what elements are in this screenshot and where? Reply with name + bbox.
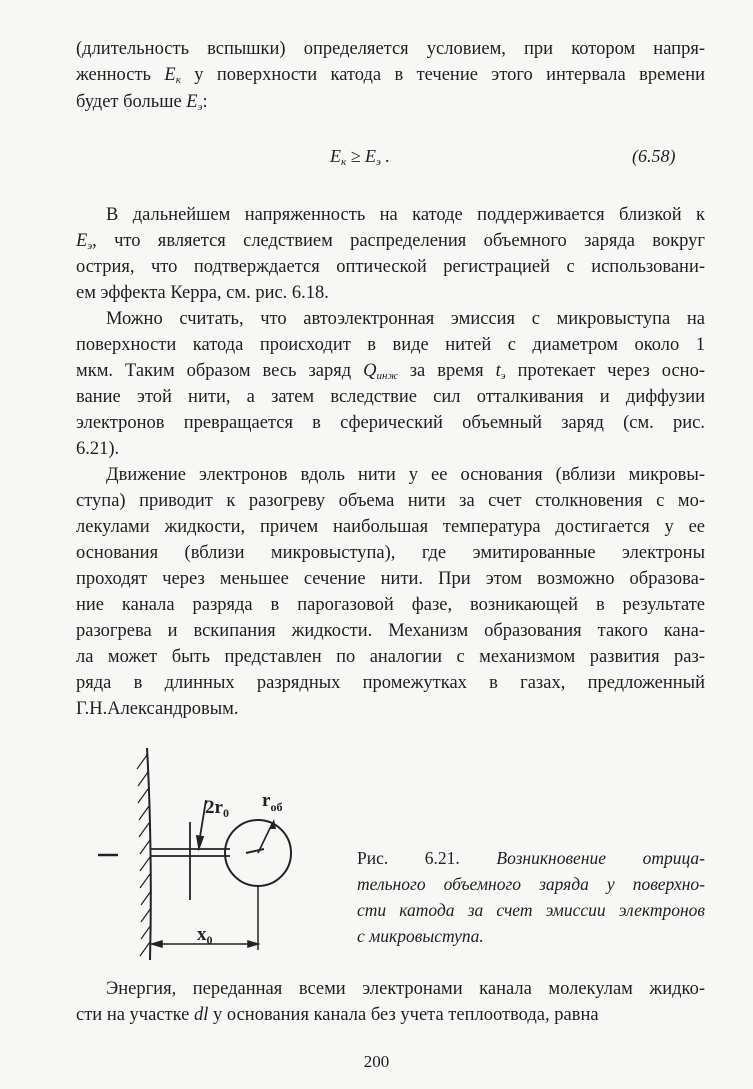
- text-line: (длительность вспышки) определяется условием, при котором напря-: [76, 39, 705, 59]
- text-line: Энергия, переданная всеми электронами канала молекулам жидко-: [106, 979, 705, 999]
- dimension-x0: [152, 886, 258, 950]
- text-line: В дальнейшем напряженность на катоде поддерживается близкой к: [106, 205, 705, 225]
- equation: $E_к \ge E_э$ .: [330, 146, 390, 168]
- page-number: 200: [363, 1052, 390, 1071]
- label-x0: $x_0$: [197, 924, 213, 947]
- equation-number: (6.58): [632, 146, 676, 166]
- text-line: Г.Н.Александровым.: [76, 699, 239, 719]
- cathode-surface: [137, 748, 151, 960]
- text-line: ряда в длинных разрядных промежутках в газах, предложенный: [76, 673, 705, 693]
- text-line: будет больше $E_э$:: [76, 92, 208, 113]
- text-line: мкм. Таким образом весь заряд $Q_{инж}$ за время $t_э$ протекает через осно-: [76, 361, 705, 382]
- text-line: электронов превращается в сферический объемный заряд (см. рис.: [76, 413, 705, 433]
- text-line: вание этой нити, а затем вследствие сил отталкивания и диффузии: [76, 387, 705, 407]
- figure-caption: Рис. 6.21. Возникновение отрица-: [357, 848, 706, 868]
- text-line: Движение электронов вдоль нити у ее основания (вблизи микровы-: [106, 465, 705, 485]
- text-line: 6.21).: [76, 439, 120, 459]
- emission-filament: [150, 800, 230, 900]
- text-line: лекулами жидкости, причем наибольшая температура достигается у ее: [76, 517, 705, 537]
- text-line: ем эффекта Керра, см. рис. 6.18.: [76, 283, 329, 303]
- text-line: поверхности катода происходит в виде нитей с диаметром около 1: [76, 335, 705, 355]
- text-line: проходят через меньшее сечение нити. При этом возможно образова-: [76, 569, 705, 589]
- text-line: Можно считать, что автоэлектронная эмиссия с микровыступа на: [106, 309, 705, 329]
- figure-caption: тельного объемного заряда у поверхно-: [357, 874, 705, 894]
- text-line: разогрева и вскипания жидкости. Механизм образования такого кана-: [76, 621, 705, 641]
- text-line: ступа) приводит к разогреву объема нити за счет столкновения с мо-: [76, 491, 705, 511]
- figure-caption: с микровыступа.: [357, 926, 484, 946]
- text-line: ние канала разряда в парогазовой фазе, возникающей в результате: [76, 595, 705, 615]
- space-charge-sphere: [225, 819, 291, 886]
- figure-caption: сти катода за счет эмиссии электронов: [357, 900, 705, 920]
- label-rob: $r_{об}$: [262, 790, 283, 814]
- text-line: $E_э$, что является следствием распределения объемного заряда вокруг: [76, 231, 705, 252]
- text-line: острия, что подтверждается оптической регистрацией с использовани-: [76, 257, 705, 277]
- text-line: ла может быть представлен по аналогии с механизмом развития раз-: [76, 647, 705, 667]
- text-line: сти на участке dl у основания канала без учета теплоотвода, равна: [76, 1005, 599, 1025]
- text-line: женность $E_к$ у поверхности катода в течение этого интервала времени: [76, 65, 706, 86]
- label-2r0: $2r_0$: [205, 797, 229, 820]
- text-line: основания (вблизи микровыступа), где эмитированные электроны: [76, 543, 705, 563]
